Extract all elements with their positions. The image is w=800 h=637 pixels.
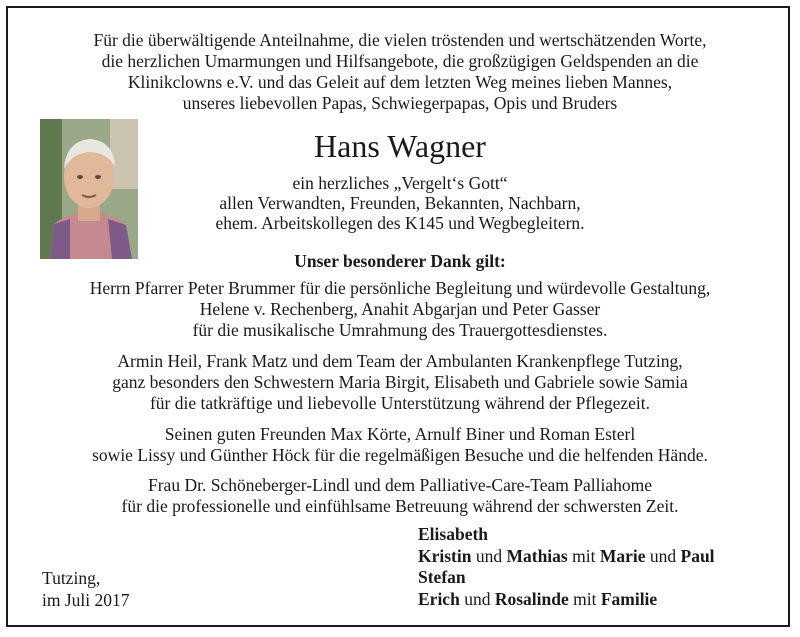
signer-connector: und [471,545,507,566]
signer-name: Rosalinde [494,588,569,609]
paragraph-line: ganz besonders den Schwestern Maria Birgit, Elisabeth und Gabriele sowie Samia [112,372,688,392]
thanks-paragraph-friends [0,424,800,466]
signer-name: Marie [599,545,646,566]
paragraph-line: für die tatkräftige und liebevolle Unterstützung während der Pflegezeit. [149,393,651,413]
paragraph-line: Frau Dr. Schöneberger-Lindl und dem Palliative-Care-Team Palliahome [148,475,652,495]
paragraph-line: für die musikalische Umrahmung des Trauergottesdienstes. [192,320,608,340]
paragraph-line: für die professionelle und einfühlsame Betreuung während der schwersten Zeit. [121,496,679,516]
general-thanks [150,173,650,233]
signer-name: Erich [418,588,460,609]
intro-text [0,30,800,114]
signer-line [418,546,715,568]
signer-connector: mit [568,588,601,609]
thanks-line: ehem. Arbeitskollegen des K145 und Wegbegleitern. [215,213,585,233]
signer-name: Kristin [418,545,472,566]
intro-line: Klinikclowns e.V. und das Geleit auf dem letzten Weg meines lieben Mannes, [127,72,673,92]
signer-line [418,589,715,611]
thanks-line: allen Verwandten, Freunden, Bekannten, Nachbarn, [219,193,581,213]
paragraph-line: Helene v. Rechenberg, Anahit Abgarjan und Peter Gasser [199,299,601,319]
thanks-paragraph-palliative [0,475,800,517]
paragraph-line: Seinen guten Freunden Max Körte, Arnulf Biner und Roman Esterl [164,424,636,444]
paragraph-line: Armin Heil, Frank Matz und dem Team der Ambulanten Krankenpflege Tutzing, [117,351,683,371]
signer-name: Stefan [418,567,466,587]
intro-line: unseres liebevollen Papas, Schwiegerpapas, Opis und Bruders [182,93,618,113]
place-date: im Juli 2017 [42,590,130,610]
signer-name: Mathias [506,545,568,566]
signers-block [418,524,715,610]
intro-line: Für die überwältigende Anteilnahme, die vielen tröstenden und wertschätzenden Worte, [93,30,707,50]
signer-name: Familie [600,588,658,609]
deceased-name: Hans Wagner [314,128,486,164]
intro-line: die herzlichen Umarmungen und Hilfsangebote, die großzügigen Geldspenden an die [101,51,699,71]
signer-name: Elisabeth [418,524,489,544]
signer-connector: mit [567,545,600,566]
signer-connector: und [459,588,495,609]
place-and-date [42,567,130,611]
special-thanks-heading: Unser besonderer Dank gilt: [294,251,506,271]
place-city: Tutzing, [42,568,101,588]
thanks-paragraph-clergy [0,278,800,341]
signer-name: Paul [680,545,715,566]
thanks-paragraph-care [0,351,800,414]
signer-connector: und [645,545,681,566]
paragraph-line: Herrn Pfarrer Peter Brummer für die persönliche Begleitung und würdevolle Gestaltung, [89,278,711,298]
thanks-line: ein herzliches „Vergelt‘s Gott“ [292,173,508,193]
paragraph-line: sowie Lissy und Günther Höck für die regelmäßigen Besuche und die helfenden Hände. [92,445,708,465]
